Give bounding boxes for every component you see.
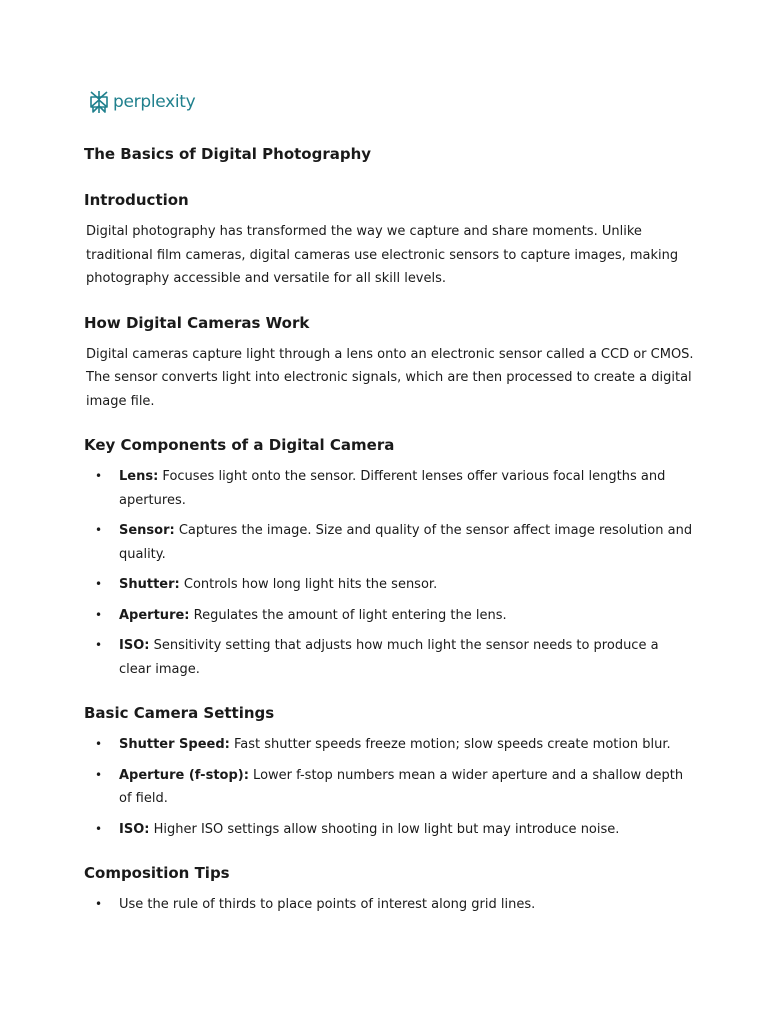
section-heading: Introduction — [84, 191, 189, 209]
section — [84, 190, 694, 291]
list-item-text: Sensitivity setting that adjusts how much light the sensor needs to produce a clear image. — [119, 638, 659, 677]
list-item-text: Use the rule of thirds to place points of interest along grid lines. — [119, 897, 536, 912]
list-item-text: Captures the image. Size and quality of the sensor affect image resolution and quality. — [119, 523, 693, 562]
bullet-list — [84, 465, 694, 681]
list-item-text: Lower f-stop numbers mean a wider aperture and a shallow depth of field. — [119, 767, 684, 806]
list-item-term: Shutter: — [119, 577, 180, 592]
section-paragraph: Digital cameras capture light through a lens onto an electronic sensor called a CCD or CMOS. The sensor converts light into electronic signals, which are then processed to create a digital image file. — [86, 346, 694, 409]
bullet-icon: • — [95, 469, 103, 483]
list-item — [84, 573, 694, 597]
document-title: The Basics of Digital Photography — [84, 145, 372, 163]
bullet-icon: • — [95, 577, 103, 591]
list-item — [84, 818, 694, 842]
bullet-list — [84, 893, 694, 917]
section-heading: Basic Camera Settings — [84, 704, 275, 722]
bullet-icon: • — [95, 821, 103, 836]
section-heading: Key Components of a Digital Camera — [84, 436, 395, 454]
sections — [84, 190, 694, 917]
list-item-term: Sensor: — [119, 523, 175, 538]
section-paragraph: Digital photography has transformed the way we capture and share moments. Unlike traditional film cameras, digital cameras use electronic sensors to capture images, making photography accessible and versatile for all skill levels. — [86, 224, 679, 286]
section-heading: How Digital Cameras Work — [84, 313, 310, 332]
list-item-term: ISO: — [119, 821, 150, 837]
bullet-icon: • — [95, 737, 103, 751]
section — [84, 863, 694, 917]
bullet-icon: • — [95, 638, 103, 652]
list-item — [84, 764, 694, 811]
list-item-text: Fast shutter speeds freeze motion; slow speeds create motion blur. — [229, 737, 671, 752]
bullet-icon: • — [95, 523, 103, 537]
list-item-text: Higher ISO settings allow shooting in low light but may introduce noise. — [149, 821, 620, 837]
list-item-text: Regulates the amount of light entering the lens. — [189, 607, 507, 623]
list-item — [84, 465, 694, 512]
section — [84, 703, 694, 841]
section — [84, 313, 694, 414]
list-item — [84, 519, 694, 566]
section-heading: Composition Tips — [84, 864, 230, 882]
list-item-term: Aperture (f-stop): — [119, 767, 249, 783]
document-body — [84, 144, 694, 924]
list-item-term: Aperture: — [119, 607, 190, 623]
list-item-term: ISO: — [119, 638, 150, 653]
perplexity-logo — [89, 90, 195, 114]
logo-wordmark: perplexity — [113, 92, 196, 112]
perplexity-logo-icon — [89, 90, 109, 114]
bullet-list — [84, 733, 694, 841]
list-item-text: Focuses light onto the sensor. Different lenses offer various focal lengths and apertures. — [119, 469, 666, 508]
list-item-term: Lens: — [119, 469, 159, 484]
list-item-text: Controls how long light hits the sensor. — [179, 577, 438, 592]
bullet-icon: • — [95, 897, 103, 911]
list-item — [84, 604, 694, 628]
section — [84, 435, 694, 681]
list-item — [84, 634, 694, 681]
bullet-icon: • — [95, 767, 103, 782]
bullet-icon: • — [95, 607, 103, 622]
list-item — [84, 733, 694, 757]
list-item-term: Shutter Speed: — [119, 737, 230, 752]
list-item — [84, 893, 694, 917]
